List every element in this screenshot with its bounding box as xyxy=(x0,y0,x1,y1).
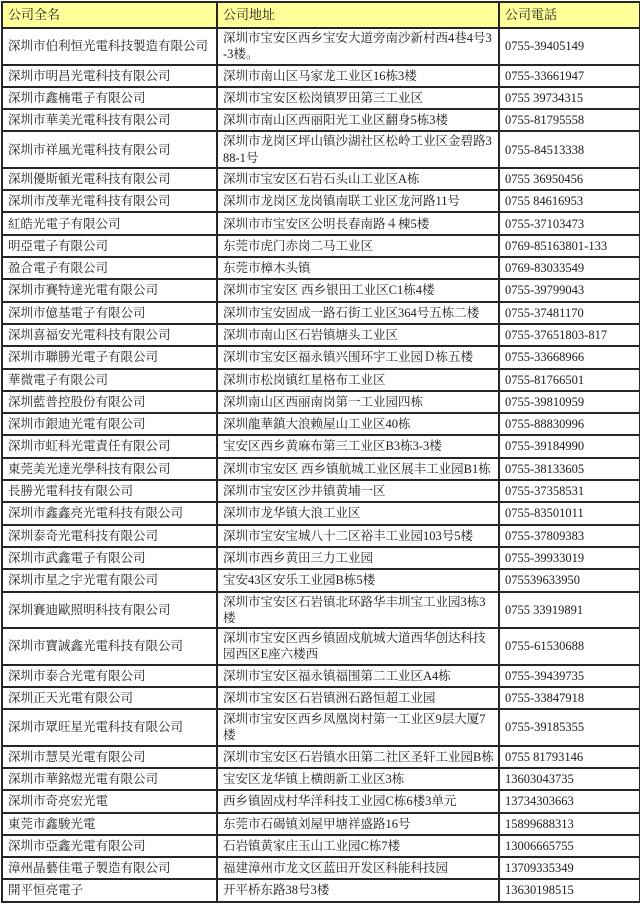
table-row xyxy=(2,391,640,413)
company-name-cell: 深圳市銀迪光電有限公司 xyxy=(2,413,217,435)
company-phone-cell: 0755-33668966 xyxy=(499,346,640,368)
company-phone-cell: 0755-38133605 xyxy=(499,458,640,480)
table-row xyxy=(2,813,640,835)
table-row xyxy=(2,569,640,591)
table-row xyxy=(2,435,640,457)
company-address-cell: 深圳市市宝安区公明長春南路４棟5楼 xyxy=(217,212,499,234)
company-name-cell: 長勝光電科技有限公司 xyxy=(2,480,217,502)
table-row xyxy=(2,212,640,234)
company-phone-cell: 0755-37103473 xyxy=(499,212,640,234)
company-phone-cell: 0755-84513338 xyxy=(499,131,640,168)
company-phone-cell: 0755 84616953 xyxy=(499,190,640,212)
company-phone-cell: 0755-81795558 xyxy=(499,109,640,131)
table-row xyxy=(2,628,640,665)
company-name-cell: 深圳市明昌光電科技有限公司 xyxy=(2,65,217,87)
table-row xyxy=(2,835,640,857)
company-phone-cell: 0755-39799043 xyxy=(499,279,640,301)
column-header-company-address: 公司地址 xyxy=(217,2,499,28)
table-row xyxy=(2,746,640,768)
table-row xyxy=(2,302,640,324)
company-phone-cell: 0755-39933019 xyxy=(499,547,640,569)
company-name-cell: 深圳泰奇光電科技有限公司 xyxy=(2,525,217,547)
company-address-cell: 深圳市松岗镇红星格布工业区 xyxy=(217,369,499,391)
company-name-cell: 深圳市武鑫電子有限公司 xyxy=(2,547,217,569)
table-row xyxy=(2,190,640,212)
company-phone-cell: 0755-39185355 xyxy=(499,709,640,746)
table-row xyxy=(2,257,640,279)
company-address-cell: 深圳市宝安区石岩镇水田第二社区圣轩工业园B栋 xyxy=(217,746,499,768)
company-address-cell: 深圳龍華鎮大浪赖屋山工业区40栋 xyxy=(217,413,499,435)
table-row xyxy=(2,709,640,746)
company-name-cell: 深圳市寶誠鑫光電科技有限公司 xyxy=(2,628,217,665)
company-name-cell: 深圳市奇亮宏光電 xyxy=(2,790,217,812)
company-name-cell: 深圳市亞鑫光電有限公司 xyxy=(2,835,217,857)
table-row xyxy=(2,131,640,168)
company-address-cell: 深圳市宝安区西乡宝安大道旁南沙新村西4巷4号3-3楼。 xyxy=(217,28,499,65)
company-address-cell: 深圳市宝安区沙井镇黄埔一区 xyxy=(217,480,499,502)
company-address-cell: 石岩镇黄家庄玉山工业园C栋7楼 xyxy=(217,835,499,857)
company-address-cell: 深圳市宝安区松岗镇罗田第三工业区 xyxy=(217,87,499,109)
company-address-cell: 深圳市宝安区福永镇福围第二工业区A4栋 xyxy=(217,665,499,687)
table-row xyxy=(2,790,640,812)
table-row xyxy=(2,857,640,879)
company-name-cell: 開平恒亮電子 xyxy=(2,879,217,901)
table-row xyxy=(2,879,640,901)
company-address-cell: 深圳市宝安宝城八十二区裕丰工业园103号5楼 xyxy=(217,525,499,547)
company-phone-cell: 0769-83033549 xyxy=(499,257,640,279)
company-phone-cell: 0755 36950456 xyxy=(499,168,640,190)
company-name-cell: 深圳市賽特達光電有限公司 xyxy=(2,279,217,301)
company-phone-cell: 13006665755 xyxy=(499,835,640,857)
company-name-cell: 深圳市華美光電科技有限公司 xyxy=(2,109,217,131)
table-row xyxy=(2,168,640,190)
company-address-cell: 深圳市宝安区 西乡镇航城工业区展丰工业园B1栋 xyxy=(217,458,499,480)
company-address-cell: 东莞市樟木头镇 xyxy=(217,257,499,279)
company-name-cell: 深圳市茂華光電科技有限公司 xyxy=(2,190,217,212)
company-address-cell: 福建漳州市龙文区蓝田开发区科能科技园 xyxy=(217,857,499,879)
company-phone-cell: 13603043735 xyxy=(499,768,640,790)
company-address-cell: 深圳市南山区马家龙工业区16栋3楼 xyxy=(217,65,499,87)
company-phone-cell: 13630198515 xyxy=(499,879,640,901)
company-name-cell: 深圳市祥風光電科技有限公司 xyxy=(2,131,217,168)
company-address-cell: 深圳市南山区石岩镇塘头工业区 xyxy=(217,324,499,346)
company-phone-cell: 0755-39439735 xyxy=(499,665,640,687)
company-phone-cell: 13734303663 xyxy=(499,790,640,812)
company-phone-cell: 0755-33661947 xyxy=(499,65,640,87)
company-phone-cell: 15899688313 xyxy=(499,813,640,835)
company-phone-cell: 0755-61530688 xyxy=(499,628,640,665)
company-name-cell: 深圳市億基電子有限公司 xyxy=(2,302,217,324)
company-address-cell: 深圳市宝安区石岩镇北环路华丰圳宝工业园3栋3楼 xyxy=(217,592,499,629)
company-address-cell: 宝安区龙华镇上横朗新工业区3栋 xyxy=(217,768,499,790)
table-row xyxy=(2,235,640,257)
table-row xyxy=(2,413,640,435)
table-row xyxy=(2,346,640,368)
company-address-cell: 深圳市宝安固成一路石街工业区364号五栋二楼 xyxy=(217,302,499,324)
table-header xyxy=(2,2,640,28)
company-phone-cell: 0755-37651803-817 xyxy=(499,324,640,346)
company-name-cell: 華微電子有限公司 xyxy=(2,369,217,391)
company-name-cell: 深圳市慧昊光電有限公司 xyxy=(2,746,217,768)
company-name-cell: 深圳市伯利恒光電科技製造有限公司 xyxy=(2,28,217,65)
company-phone-cell: 0755-39184990 xyxy=(499,435,640,457)
company-address-cell: 深圳市南山区西丽阳光工业区翻身5栋3楼 xyxy=(217,109,499,131)
company-name-cell: 深圳市眾旺星光電科技有限公司 xyxy=(2,709,217,746)
table-row xyxy=(2,109,640,131)
company-address-cell: 东莞市虎门赤岗二马工业区 xyxy=(217,235,499,257)
company-address-cell: 开平桥东路38号3楼 xyxy=(217,879,499,901)
company-address-cell: 宝安43区安乐工业园B栋5楼 xyxy=(217,569,499,591)
company-phone-cell: 0755-39810959 xyxy=(499,391,640,413)
table-body xyxy=(2,28,640,902)
company-address-cell: 东莞市石碣镇刘屋甲塘祥盛路16号 xyxy=(217,813,499,835)
company-phone-cell: 0755-81766501 xyxy=(499,369,640,391)
table-row xyxy=(2,87,640,109)
company-name-cell: 紅皓光電子有限公司 xyxy=(2,212,217,234)
company-phone-cell: 0755-37809383 xyxy=(499,525,640,547)
table-row xyxy=(2,665,640,687)
company-phone-cell: 0755-88830996 xyxy=(499,413,640,435)
table-row xyxy=(2,502,640,524)
company-name-cell: 明亞電子有限公司 xyxy=(2,235,217,257)
table-row xyxy=(2,547,640,569)
company-address-cell: 深圳市龙华镇大浪工业区 xyxy=(217,502,499,524)
company-address-cell: 深圳市龙岗区坪山镇沙湖社区松岭工业区金碧路388-1号 xyxy=(217,131,499,168)
company-name-cell: 東莞美光達光學科技有限公司 xyxy=(2,458,217,480)
company-address-cell: 西乡镇固戍村华洋科技工业园C栋6楼3单元 xyxy=(217,790,499,812)
company-name-cell: 深圳市鑫鑫亮光電科技有限公司 xyxy=(2,502,217,524)
company-name-cell: 深圳喜福安光電科技有限公司 xyxy=(2,324,217,346)
company-name-cell: 深圳賽迪歐照明科技有限公司 xyxy=(2,592,217,629)
table-row xyxy=(2,28,640,65)
company-phone-cell: 0755-33847918 xyxy=(499,687,640,709)
company-address-cell: 深圳市宝安区福永镇兴围环宇工业园Ｄ栋五楼 xyxy=(217,346,499,368)
company-phone-cell: 0755-37358531 xyxy=(499,480,640,502)
company-phone-cell: 075539633950 xyxy=(499,569,640,591)
company-phone-cell: 0755-83501011 xyxy=(499,502,640,524)
company-name-cell: 深圳優斯頓光電科技有限公司 xyxy=(2,168,217,190)
company-phone-cell: 0755-39405149 xyxy=(499,28,640,65)
company-address-cell: 深圳市宝安区 西乡银田工业区C1栋4楼 xyxy=(217,279,499,301)
header-row xyxy=(2,2,640,28)
company-address-cell: 深圳市宝安区西乡凤凰岗村第一工业区9层大厦7楼 xyxy=(217,709,499,746)
company-name-cell: 深圳市聯勝光電子有限公司 xyxy=(2,346,217,368)
company-phone-cell: 13709335349 xyxy=(499,857,640,879)
company-name-cell: 盈合電子有限公司 xyxy=(2,257,217,279)
table-row xyxy=(2,458,640,480)
table-row xyxy=(2,324,640,346)
company-name-cell: 東莞市鑫駿光電 xyxy=(2,813,217,835)
company-name-cell: 深圳市泰合光電有限公司 xyxy=(2,665,217,687)
company-address-cell: 深圳市西乡黄田三力工业园 xyxy=(217,547,499,569)
company-name-cell: 深圳正天光電有限公司 xyxy=(2,687,217,709)
table-row xyxy=(2,592,640,629)
company-name-cell: 深圳市虹科光電責任有限公司 xyxy=(2,435,217,457)
company-name-cell: 深圳市華銘煜光電有限公司 xyxy=(2,768,217,790)
table-row xyxy=(2,525,640,547)
company-address-cell: 深圳南山区西丽南岗第一工业园四栋 xyxy=(217,391,499,413)
table-row xyxy=(2,65,640,87)
company-address-cell: 深圳市宝安区西乡镇固戍航城大道西华创达科技园西区E座六楼西 xyxy=(217,628,499,665)
table-row xyxy=(2,687,640,709)
table-row xyxy=(2,768,640,790)
table-row xyxy=(2,369,640,391)
table-row xyxy=(2,480,640,502)
company-phone-cell: 0755 39734315 xyxy=(499,87,640,109)
table-row xyxy=(2,279,640,301)
company-address-cell: 宝安区西乡黄麻布第三工业区B3栋3-3楼 xyxy=(217,435,499,457)
company-phone-cell: 0755 33919891 xyxy=(499,592,640,629)
column-header-company-name: 公司全名 xyxy=(2,2,217,28)
company-name-cell: 深圳市星之宇光電有限公司 xyxy=(2,569,217,591)
company-table xyxy=(1,1,640,903)
company-address-cell: 深圳市宝安区石岩镇洲石路恒超工业园 xyxy=(217,687,499,709)
company-name-cell: 漳州晶藝佳電子製造有限公司 xyxy=(2,857,217,879)
company-address-cell: 深圳市宝安区石岩石头山工业区A栋 xyxy=(217,168,499,190)
company-phone-cell: 0769-85163801-133 xyxy=(499,235,640,257)
company-name-cell: 深圳藍普控股份有限公司 xyxy=(2,391,217,413)
company-address-cell: 深圳市龙岗区龙岗镇南联工业区龙河路11号 xyxy=(217,190,499,212)
column-header-company-phone: 公司電話 xyxy=(499,2,640,28)
company-phone-cell: 0755 81793146 xyxy=(499,746,640,768)
company-phone-cell: 0755-37481170 xyxy=(499,302,640,324)
company-name-cell: 深圳市鑫楠電子有限公司 xyxy=(2,87,217,109)
